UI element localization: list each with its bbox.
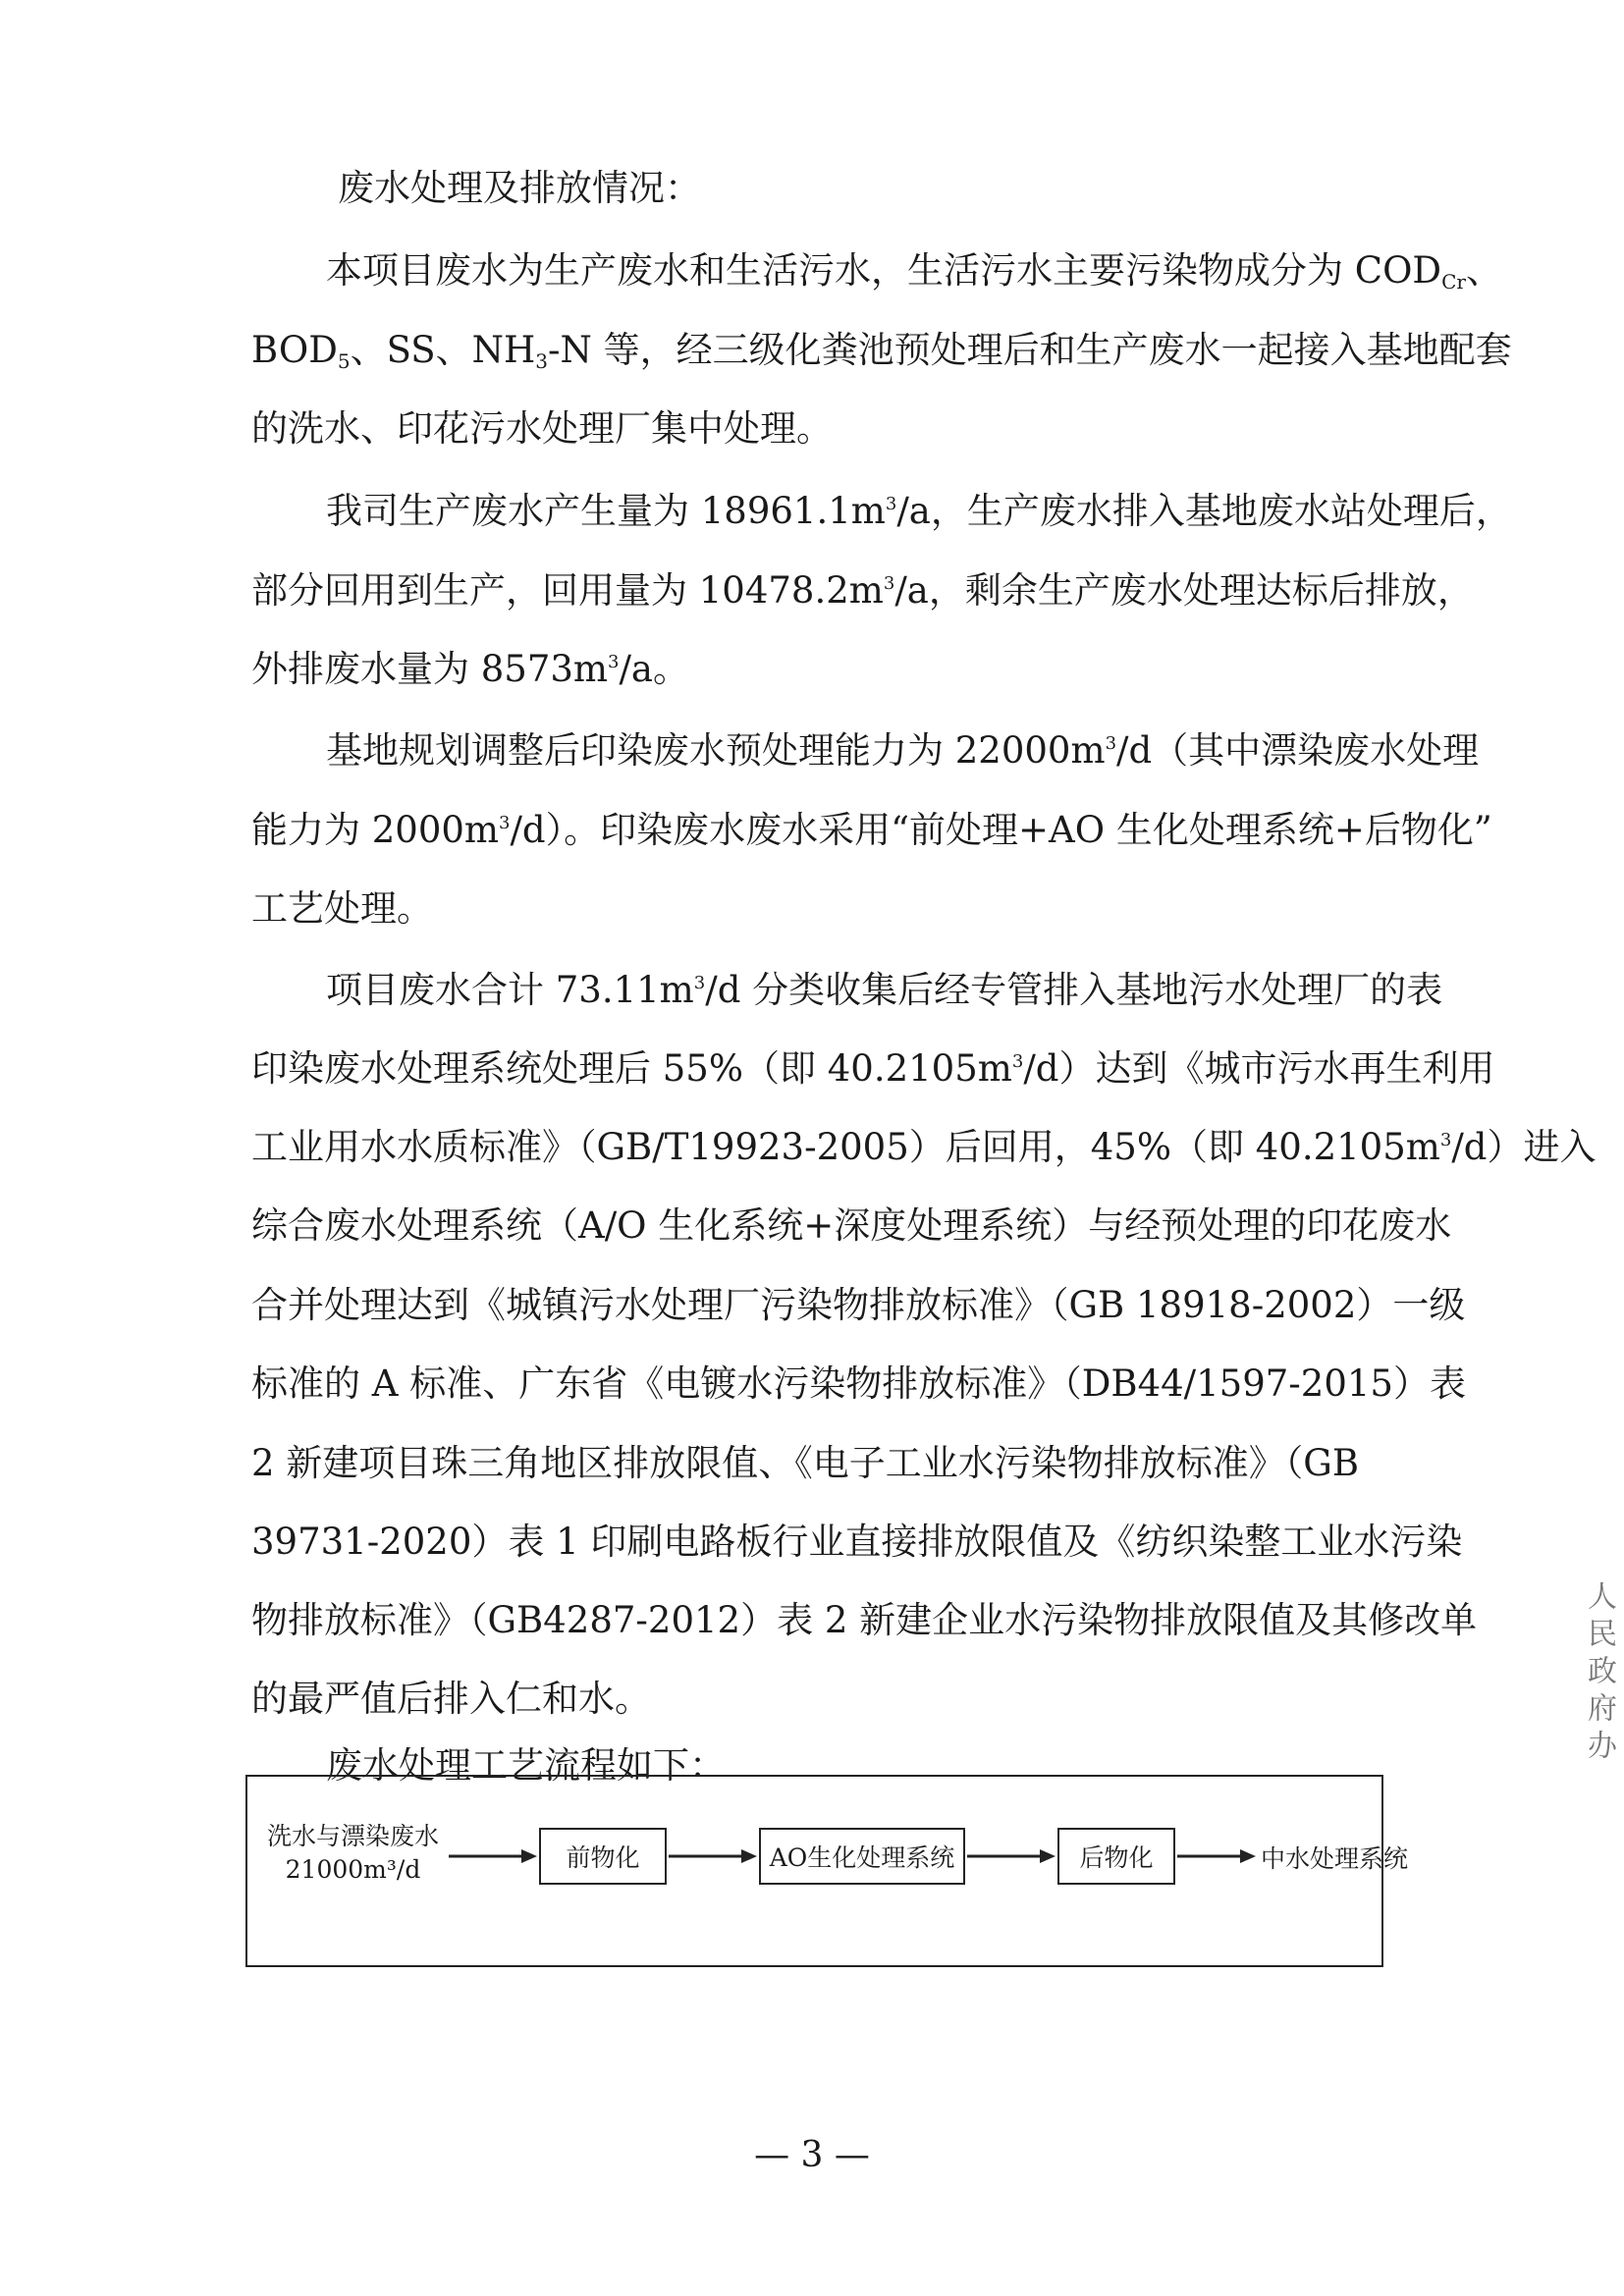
flow-source — [267, 1820, 439, 1887]
para4-line2: 印染废水处理系统处理后 55%（即 $40.2105m^3/d$）达到《城市污水再生利用 — [251, 1047, 1495, 1090]
page-heading: 废水处理及排放情况： — [338, 167, 701, 209]
para4-line8: 39731-2020）表 1 印刷电路板行业直接排放限值及《纺织染整工业水污染 — [251, 1521, 1463, 1563]
flow-intro-heading: 废水处理工艺流程如下： — [326, 1744, 726, 1787]
stamp-seal: 人民政府办 — [1582, 1580, 1616, 1767]
flow-target: 中水处理系统 — [1261, 1844, 1409, 1873]
para3-line3: 工艺处理。 — [251, 887, 433, 930]
arrow-icon — [1177, 1847, 1256, 1865]
para3-line1: 基地规划调整后印染废水预处理能力为 $22000m^3/d$（其中漂染废水处理 — [326, 729, 1480, 772]
para1-line1: 本项目废水为生产废水和生活污水，生活污水主要污染物成分为 $COD_{Cr}$、 — [326, 249, 1502, 294]
para1-line2: $BOD_5$、SS、$NH_3-N$ 等，经三级化粪池预处理后和生产废水一起接入基地配套 — [251, 329, 1512, 373]
flow-step-ao-biological: AO生化处理系统 — [759, 1828, 965, 1885]
para4-line5: 合并处理达到《城镇污水处理厂污染物排放标准》（GB 18918-2002）一级 — [251, 1284, 1466, 1326]
arrow-icon — [669, 1847, 757, 1865]
para2-line2: 部分回用到生产，回用量为 $10478.2m^3/a$，剩余生产废水处理达标后排放， — [251, 569, 1474, 612]
page-number: — 3 — — [754, 2135, 870, 2175]
para4-line9: 物排放标准》（GB4287-2012）表 2 新建企业水污染物排放限值及其修改单 — [251, 1599, 1478, 1641]
para4-line10: 的最严值后排入仁和水。 — [251, 1678, 651, 1720]
para4-line4: 综合废水处理系统（A/O 生化系统+深度处理系统）与经预处理的印花废水 — [251, 1204, 1452, 1247]
arrow-icon — [967, 1847, 1056, 1865]
para4-line7: 2 新建项目珠三角地区排放限值、《电子工业水污染物排放标准》（GB — [251, 1442, 1360, 1484]
flow-source-volume: 21000m³/d — [285, 1855, 421, 1884]
para2-line3: 外排废水量为 $8573m^3/a$。 — [251, 648, 689, 690]
para4-line3: 工业用水水质标准》（GB/T19923-2005）后回用，45%（即 $40.2105m^3/d$）进入 — [251, 1126, 1597, 1168]
para2-line1: 我司生产废水产生量为 $18961.1m^3/a$，生产废水排入基地废水站处理后， — [326, 490, 1512, 532]
para4-line6: 标准的 A 标准、广东省《电镀水污染物排放标准》（DB44/1597-2015）表 — [251, 1362, 1466, 1405]
flow-step-pre-treatment: 前物化 — [539, 1828, 667, 1885]
arrow-icon — [449, 1847, 537, 1865]
flow-step-post-treatment: 后物化 — [1057, 1828, 1175, 1885]
process-flow-diagram — [245, 1775, 1409, 1967]
para1-line3: 的洗水、印花污水处理厂集中处理。 — [251, 407, 833, 450]
para4-line1: 项目废水合计 $73.11m^3/d$ 分类收集后经专管排入基地污水处理厂的表 — [326, 969, 1443, 1011]
flow-source-label: 洗水与漂染废水 — [267, 1822, 440, 1850]
para3-line2: 能力为 $2000m^3/d$）。印染废水废水采用“前处理+AO 生化处理系统+后物化” — [251, 809, 1492, 851]
